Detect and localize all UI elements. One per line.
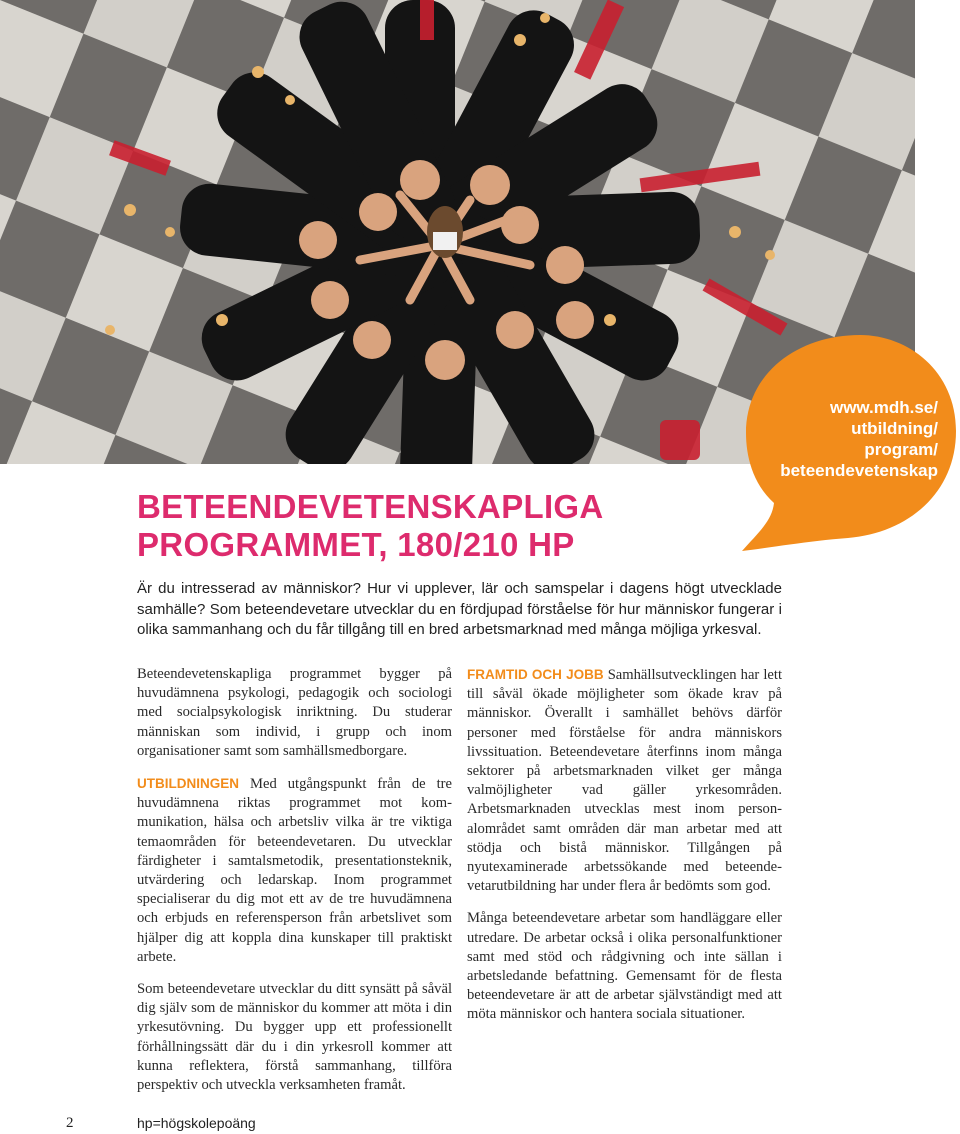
- title-line-2: PROGRAMMET, 180/210 HP: [137, 526, 575, 563]
- career-heading: FRAMTID OCH JOBB: [467, 667, 604, 682]
- career-text: Samhällsutvecklingen har lett till såväl ökade möjligheter som ökade krav på människor. Överallt i samhället behövs därför personer med förståelse för andra människors livssituation. Beteendevetare återfinns inom många sektorer på arbetsmarknaden vilket ger många valmöjligheter vad gäller yrkesområden. Arbetsmarknaden utvecklas mest inom personalområdet samt områden där man arbetar med att stödja och bistå människor. Tillgången på nyutexaminerade arbetssökande med beteendevetarutbildning har under flera år bedömts som god.: [467, 667, 782, 895]
- education-heading: UTBILDNINGEN: [137, 776, 239, 792]
- url-line-1: www.mdh.se/: [829, 398, 938, 417]
- url-line-2: utbildning/: [851, 419, 938, 438]
- page-number: 2: [66, 1115, 74, 1131]
- intro-paragraph: Beteendevetenskapliga programmet bygger på huvudämnena psykologi, pedagogik och sociologi med socialpsykologisk inriktning. Du studerar människan som individ, i grupp och inom organisationer samt som samhällsmedborgare.: [137, 666, 452, 759]
- left-column: [137, 665, 452, 1108]
- education-text: Med utgångspunkt från de tre huvudämnena riktas programmet mot kommunikation, hälsa och arbetsliv vilka är tre viktiga temaområden för beteendevetaren. Du utvecklar färdigheter i samtalsmetodik, presentationsteknik, utvärdering och ledarskap. Inom programmet specialiserar du dig mot ett av de tre huvudämnena och erbjuds en referensperson från arbetslivet som hjälper dig att koppla dina kunskaper till praktiskt arbete.: [137, 776, 452, 965]
- career-paragraph: [467, 665, 782, 896]
- lead-paragraph: Är du intresserad av människor? Hur vi upplever, lär och samspelar i dagens högt utvecklade samhälle? Som beteendevetare utvecklar du en fördjupad förståelse för hur människor fungerar i olika sammanhang och du får tillgång till en bred arbetsmarknad med många möjliga yrkesval.: [137, 580, 782, 638]
- roles-paragraph: Många beteendevetare arbetar som handläggare eller utredare. De arbetar också i olika personalfunktioner samt med stöd och rådgivning och inte sällan i arbetsledande befattning. Gemensamt för de flesta beteendevetare är att de arbetar självständigt med att möta människor och hantera sociala situationer.: [467, 910, 782, 1023]
- url-speech-bubble: [738, 333, 960, 553]
- right-column: [467, 665, 782, 1038]
- footnote: hp=högskolepoäng: [137, 1115, 256, 1131]
- program-url[interactable]: [738, 397, 938, 481]
- page-title: [137, 488, 604, 564]
- title-line-1: BETEENDEVETENSKAPLIGA: [137, 488, 604, 525]
- education-paragraph: [137, 774, 452, 967]
- url-line-4: beteendevetenskap: [780, 461, 938, 480]
- perspective-paragraph: Som beteendevetare utvecklar du ditt synsätt på såväl dig själv som de människor du kommer att möta i din yrkesutövning. Du bygger upp ett professionellt förhållningssätt där du i din yrkesroll kommer att kunna reflektera, förstå sammanhang, tillföra perspektiv och utveckla verksamheten framåt.: [137, 981, 452, 1094]
- url-line-3: program/: [864, 440, 938, 459]
